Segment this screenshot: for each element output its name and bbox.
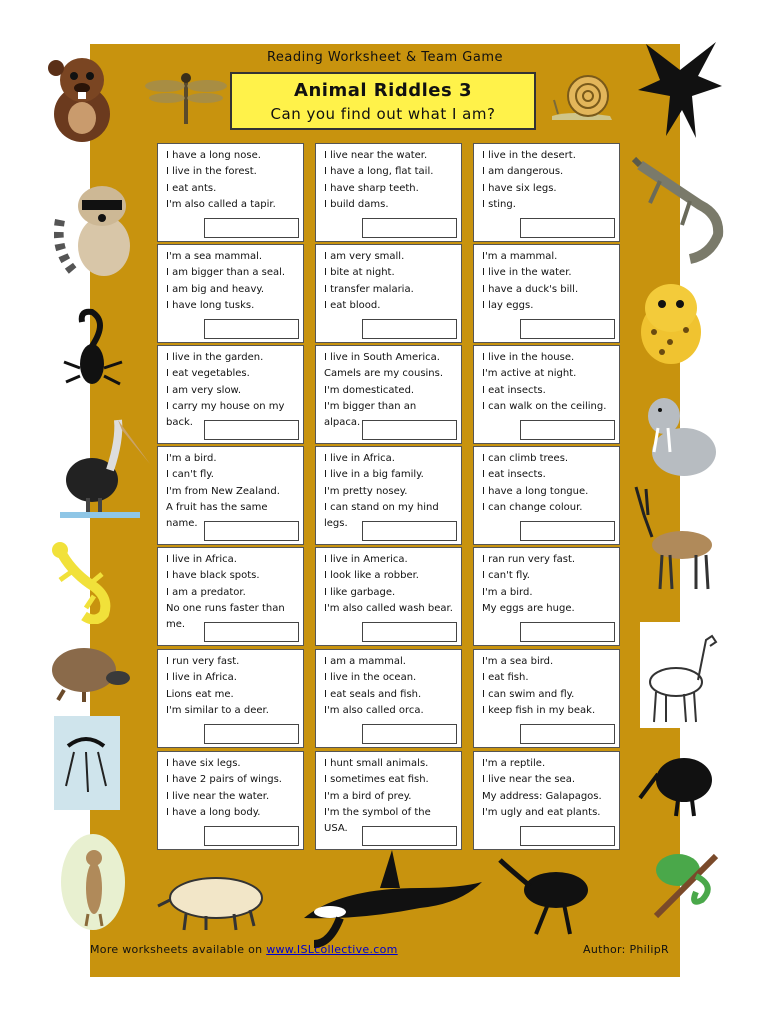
- answer-box[interactable]: [204, 521, 299, 541]
- answer-box[interactable]: [204, 319, 299, 339]
- riddle-line: I'm ugly and eat plants.: [482, 806, 601, 818]
- beaver-icon: [42, 48, 122, 146]
- riddle-line: I'm from New Zealand.: [166, 485, 280, 497]
- orca-icon: [300, 848, 486, 948]
- riddle-line: I am bigger than a seal.: [166, 267, 286, 279]
- riddle-line: I have a long, flat tail.: [324, 166, 434, 178]
- riddle-line: I'm a mammal.: [482, 251, 558, 262]
- riddle-line: I eat insects.: [482, 384, 546, 396]
- riddle-line: I can walk on the ceiling.: [482, 400, 607, 412]
- answer-box[interactable]: [520, 724, 615, 744]
- riddle-card: [157, 751, 304, 850]
- riddle-line: I build dams.: [324, 198, 389, 210]
- riddle-card: [315, 143, 462, 242]
- answer-box[interactable]: [204, 420, 299, 440]
- title-box: [230, 72, 536, 130]
- riddle-card: [315, 751, 462, 850]
- dragonfly-icon: [145, 70, 227, 126]
- riddle-card: [157, 143, 304, 242]
- answer-box[interactable]: [362, 218, 457, 238]
- riddle-line: I eat seals and fish.: [324, 688, 422, 700]
- walrus-icon: [640, 390, 720, 480]
- riddle-line: I sting.: [482, 198, 516, 210]
- answer-box[interactable]: [520, 218, 615, 238]
- answer-box[interactable]: [362, 521, 457, 541]
- raccoon-icon: [54, 180, 140, 280]
- riddle-card: [473, 547, 620, 646]
- answer-box[interactable]: [520, 420, 615, 440]
- answer-box[interactable]: [204, 724, 299, 744]
- antelope-icon: [626, 485, 722, 597]
- riddle-line: I'm a bird.: [482, 586, 533, 598]
- riddle-line: I like garbage.: [324, 586, 396, 598]
- answer-box[interactable]: [362, 724, 457, 744]
- riddle-line: I'm similar to a deer.: [166, 704, 269, 716]
- riddle-card: [473, 751, 620, 850]
- riddle-line: I'm active at night.: [482, 368, 577, 380]
- riddle-line: I am big and heavy.: [166, 283, 265, 295]
- ostrich-icon: [496, 856, 600, 936]
- riddle-card: [473, 244, 620, 343]
- answer-box[interactable]: [520, 521, 615, 541]
- pelican-icon: [56, 410, 152, 520]
- riddle-line: I live in the desert.: [482, 150, 576, 161]
- riddle-line: I hunt small animals.: [324, 758, 429, 769]
- riddle-line: I'm also called orca.: [324, 704, 424, 716]
- riddle-line: A fruit has the same name.: [166, 501, 268, 530]
- footer-prefix: More worksheets available on: [90, 943, 267, 956]
- riddle-line: I eat vegetables.: [166, 368, 250, 380]
- riddle-line: I'm also called wash bear.: [324, 602, 453, 614]
- gecko-icon: [40, 540, 124, 624]
- riddle-line: I ran run very fast.: [482, 554, 576, 565]
- riddle-card: [157, 547, 304, 646]
- snail-icon: [550, 70, 620, 122]
- riddle-line: I carry my house on my back.: [166, 400, 285, 429]
- riddle-line: I live in Africa.: [166, 672, 237, 684]
- riddle-line: I live in South America.: [324, 352, 440, 363]
- riddle-line: I have long tusks.: [166, 299, 255, 311]
- riddle-line: I can change colour.: [482, 501, 583, 513]
- answer-box[interactable]: [362, 826, 457, 846]
- riddle-line: I live in the ocean.: [324, 672, 417, 684]
- riddle-line: I'm the symbol of the USA.: [324, 806, 431, 835]
- riddle-line: I'm domesticated.: [324, 384, 415, 396]
- riddle-line: I am a mammal.: [324, 656, 406, 667]
- riddle-line: My address: Galapagos.: [482, 790, 602, 802]
- riddle-line: I live in America.: [324, 554, 408, 565]
- answer-box[interactable]: [204, 622, 299, 642]
- riddle-line: I eat blood.: [324, 299, 381, 311]
- riddle-card: [315, 547, 462, 646]
- riddle-card: [473, 345, 620, 444]
- leopard-icon: [636, 272, 706, 368]
- answer-box[interactable]: [362, 420, 457, 440]
- riddle-line: I am very slow.: [166, 384, 241, 396]
- riddle-card: [315, 244, 462, 343]
- riddle-card: [315, 345, 462, 444]
- riddle-line: I can't fly.: [166, 469, 214, 481]
- anteater-icon: [156, 864, 272, 934]
- riddle-line: I keep fish in my beak.: [482, 704, 596, 716]
- riddle-line: Lions eat me.: [166, 688, 234, 700]
- riddle-line: I have black spots.: [166, 570, 260, 582]
- platypus-icon: [44, 636, 130, 702]
- riddle-line: I live in Africa.: [166, 554, 237, 565]
- footer-link[interactable]: www.ISLcollective.com: [266, 943, 398, 956]
- scorpion-icon: [62, 306, 128, 390]
- riddle-line: I have a duck's bill.: [482, 283, 579, 295]
- page-title: Animal Riddles 3: [294, 80, 472, 101]
- footer-author: Author: PhilipR: [583, 943, 669, 956]
- riddle-line: My eggs are huge.: [482, 602, 575, 614]
- riddle-line: I'm a bird of prey.: [324, 790, 412, 802]
- mosquito-icon: [54, 716, 120, 810]
- riddle-line: I'm also called a tapir.: [166, 198, 276, 210]
- riddle-card: [473, 143, 620, 242]
- riddle-line: I live in Africa.: [324, 453, 395, 464]
- riddle-line: I'm pretty nosey.: [324, 485, 408, 497]
- riddle-line: I'm a bird.: [166, 453, 217, 464]
- riddle-line: I have a long tongue.: [482, 485, 589, 497]
- answer-box[interactable]: [520, 319, 615, 339]
- riddle-line: I look like a robber.: [324, 570, 419, 582]
- eagle-icon: [636, 40, 724, 144]
- riddle-line: I am very small.: [324, 251, 405, 262]
- riddle-card: [315, 446, 462, 545]
- answer-box[interactable]: [520, 622, 615, 642]
- riddle-line: I live near the water.: [166, 790, 270, 802]
- page-subtitle: Can you find out what I am?: [270, 105, 496, 123]
- riddle-line: I can swim and fly.: [482, 688, 575, 700]
- chameleon-icon: [646, 836, 726, 924]
- answer-box[interactable]: [204, 826, 299, 846]
- riddle-line: I have six legs.: [482, 182, 557, 194]
- riddle-line: I run very fast.: [166, 656, 240, 667]
- riddle-card: [315, 649, 462, 748]
- meerkat-icon: [58, 832, 128, 932]
- riddle-line: No one runs faster than me.: [166, 602, 285, 631]
- answer-box[interactable]: [362, 319, 457, 339]
- riddle-line: I have sharp teeth.: [324, 182, 419, 194]
- riddle-line: I have six legs.: [166, 758, 241, 769]
- riddle-line: I'm bigger than an alpaca.: [324, 400, 417, 429]
- answer-box[interactable]: [362, 622, 457, 642]
- riddle-line: I am a predator.: [166, 586, 246, 598]
- riddle-line: I can stand on my hind legs.: [324, 501, 439, 530]
- riddle-line: I bite at night.: [324, 267, 395, 279]
- worksheet-header: Reading Worksheet & Team Game: [266, 50, 504, 65]
- riddle-line: I live near the water.: [324, 150, 428, 161]
- riddle-card: [473, 649, 620, 748]
- riddle-line: I eat ants.: [166, 182, 217, 194]
- riddle-line: I transfer malaria.: [324, 283, 414, 295]
- answer-box[interactable]: [520, 826, 615, 846]
- riddle-line: I'm a reptile.: [482, 758, 546, 769]
- riddle-line: I live in the forest.: [166, 166, 257, 178]
- riddle-line: I eat fish.: [482, 672, 529, 684]
- riddle-card: [157, 244, 304, 343]
- riddle-line: I am dangerous.: [482, 166, 564, 178]
- riddle-line: I have a long nose.: [166, 150, 261, 161]
- riddle-card: [157, 345, 304, 444]
- riddle-line: I live in the water.: [482, 267, 572, 279]
- llama-icon: [640, 622, 724, 728]
- answer-box[interactable]: [204, 218, 299, 238]
- riddle-card: [157, 446, 304, 545]
- kiwi-icon: [638, 750, 720, 820]
- riddle-line: I can climb trees.: [482, 453, 569, 464]
- riddle-line: I have a long body.: [166, 806, 261, 818]
- riddle-line: I live in the garden.: [166, 352, 264, 363]
- riddle-line: I live near the sea.: [482, 774, 576, 786]
- riddle-line: I lay eggs.: [482, 299, 534, 311]
- riddle-line: I live in the house.: [482, 352, 575, 363]
- riddle-line: I live in a big family.: [324, 469, 424, 481]
- riddle-line: I'm a sea bird.: [482, 656, 554, 667]
- iguana-icon: [630, 155, 730, 265]
- riddle-line: I have 2 pairs of wings.: [166, 774, 282, 786]
- riddle-line: I eat insects.: [482, 469, 546, 481]
- riddle-line: I can't fly.: [482, 570, 530, 582]
- footer-note: [90, 943, 398, 956]
- riddle-line: I sometimes eat fish.: [324, 774, 429, 786]
- riddle-card: [473, 446, 620, 545]
- riddle-card: [157, 649, 304, 748]
- riddle-line: I'm a sea mammal.: [166, 251, 263, 262]
- riddle-line: Camels are my cousins.: [324, 368, 444, 380]
